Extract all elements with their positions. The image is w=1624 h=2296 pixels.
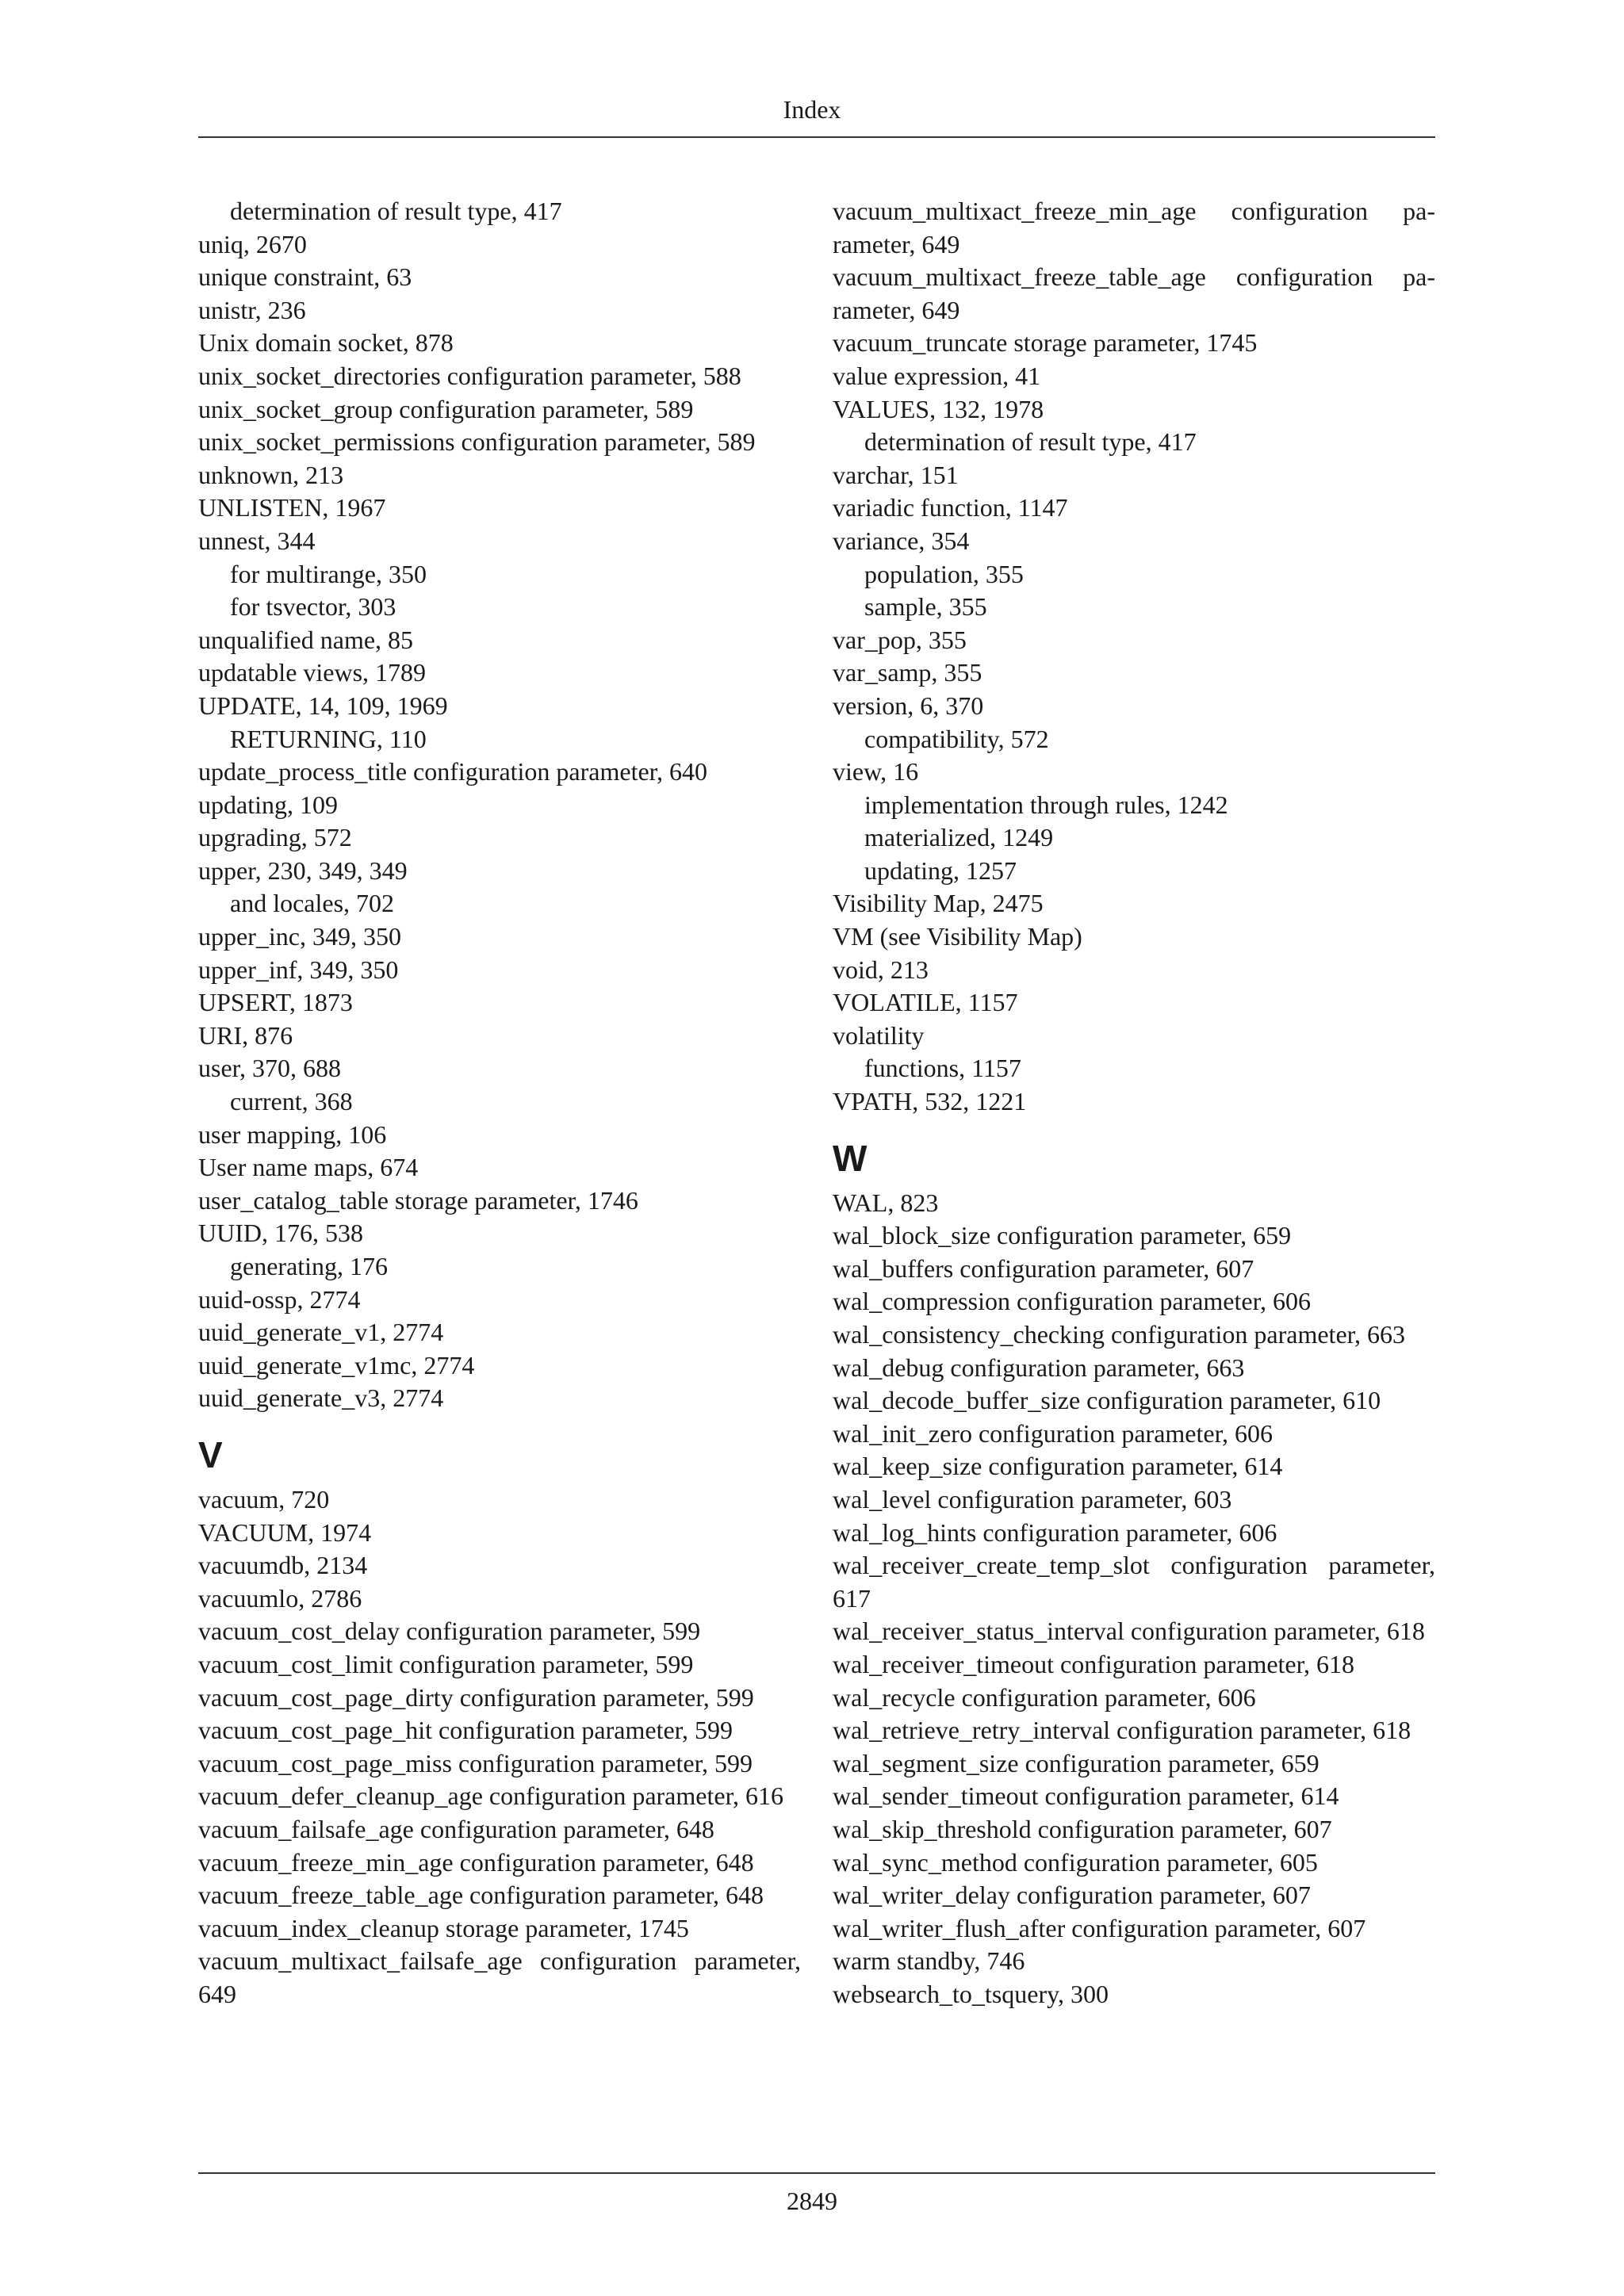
index-entry: vacuum, 720 xyxy=(198,1484,330,1513)
page-number: 2849 xyxy=(787,2187,837,2215)
index-entry: wal_log_hints configuration parameter, 606 xyxy=(833,1517,1277,1547)
index-column-left xyxy=(198,195,801,2011)
index-entry: user mapping, 106 xyxy=(198,1119,387,1149)
index-subentry: and locales, 702 xyxy=(230,889,395,918)
index-subentry: compatibility, 572 xyxy=(864,724,1049,753)
index-entry: wal_block_size configuration parameter, 659 xyxy=(833,1221,1292,1250)
index-entry: vacuum_cost_page_dirty configuration parameter, 599 xyxy=(198,1682,754,1712)
index-entry: unnest, 344 xyxy=(198,526,316,555)
index-entry: vacuum_cost_page_hit configuration parameter, 599 xyxy=(198,1716,733,1745)
index-entry: UPSERT, 1873 xyxy=(198,988,353,1017)
index-entry: UNLISTEN, 1967 xyxy=(198,493,386,522)
index-subentry: current, 368 xyxy=(230,1087,353,1116)
index-entry: vacuumdb, 2134 xyxy=(198,1551,368,1580)
index-entry: upgrading, 572 xyxy=(198,823,352,852)
index-entry: uuid_generate_v1mc, 2774 xyxy=(198,1350,475,1380)
index-entry: VM (see Visibility Map) xyxy=(833,922,1082,951)
index-entry: uuid-ossp, 2774 xyxy=(198,1284,361,1314)
index-entry: wal_retrieve_retry_interval configuration parameter, 618 xyxy=(833,1716,1411,1745)
index-subentry: determination of result type, 417 xyxy=(864,427,1197,457)
index-subentry: implementation through rules, 1242 xyxy=(864,790,1228,819)
index-column-right xyxy=(833,195,1435,2011)
index-entry: wal_sender_timeout configuration parameter, 614 xyxy=(833,1781,1339,1811)
index-entry: UPDATE, 14, 109, 1969 xyxy=(198,691,448,720)
footer-rule xyxy=(198,2172,1435,2174)
index-entry: VALUES, 132, 1978 xyxy=(833,394,1044,423)
index-entry: vacuumlo, 2786 xyxy=(198,1583,362,1613)
index-entry: vacuum_multixact_freeze_table_age configuration parameter, 649 xyxy=(833,262,1435,324)
index-entry: wal_init_zero configuration parameter, 606 xyxy=(833,1418,1273,1448)
index-entry: varchar, 151 xyxy=(833,460,959,489)
index-subentry: for multirange, 350 xyxy=(230,559,427,588)
index-entry: UUID, 176, 538 xyxy=(198,1219,363,1248)
index-entry: wal_recycle configuration parameter, 606 xyxy=(833,1682,1256,1712)
index-entry: vacuum_truncate storage parameter, 1745 xyxy=(833,328,1258,358)
index-entry: wal_writer_delay configuration parameter, 607 xyxy=(833,1881,1311,1910)
index-entry: VPATH, 532, 1221 xyxy=(833,1087,1027,1116)
index-entry: warm standby, 746 xyxy=(833,1946,1025,1976)
index-entry: wal_debug configuration parameter, 663 xyxy=(833,1353,1245,1382)
index-entry: vacuum_failsafe_age configuration parameter, 648 xyxy=(198,1814,714,1843)
index-entry: wal_segment_size configuration parameter, 659 xyxy=(833,1748,1320,1777)
index-entry: void, 213 xyxy=(833,955,929,984)
index-subentry: updating, 1257 xyxy=(864,855,1017,885)
index-entry: unix_socket_directories configuration parameter, 588 xyxy=(198,361,741,390)
index-entry: wal_decode_buffer_size configuration parameter, 610 xyxy=(833,1386,1381,1415)
index-entry: vacuum_cost_delay configuration parameter, 599 xyxy=(198,1617,701,1646)
index-entry: wal_compression configuration parameter, 606 xyxy=(833,1287,1311,1316)
index-entry: vacuum_freeze_table_age configuration parameter, 648 xyxy=(198,1881,764,1910)
index-entry: unix_socket_permissions configuration parameter, 589 xyxy=(198,427,756,457)
index-entry: updatable views, 1789 xyxy=(198,658,427,687)
index-entry: user, 370, 688 xyxy=(198,1054,342,1083)
index-entry: vacuum_multixact_failsafe_age configuration parameter, 649 xyxy=(198,1946,801,2008)
index-entry: wal_writer_flush_after configuration parameter, 607 xyxy=(833,1913,1366,1942)
index-entry: unique constraint, 63 xyxy=(198,262,412,292)
index-entry: Visibility Map, 2475 xyxy=(833,889,1044,918)
index-entry: variance, 354 xyxy=(833,526,970,555)
index-subentry: for tsvector, 303 xyxy=(230,592,396,622)
index-entry: wal_buffers configuration parameter, 607 xyxy=(833,1253,1254,1283)
index-entry: user_catalog_table storage parameter, 1746 xyxy=(198,1185,638,1215)
index-letter-heading: W xyxy=(833,1137,868,1179)
index-entry: version, 6, 370 xyxy=(833,691,984,720)
index-subentry: population, 355 xyxy=(864,559,1024,588)
index-subentry: RETURNING, 110 xyxy=(230,724,427,753)
index-entry: wal_sync_method configuration parameter, 605 xyxy=(833,1847,1318,1877)
index-entry: wal_skip_threshold configuration parameter, 607 xyxy=(833,1814,1332,1843)
index-entry: Unix domain socket, 878 xyxy=(198,328,454,358)
index-entry: variadic function, 1147 xyxy=(833,493,1068,522)
index-entry: wal_receiver_status_interval configuration parameter, 618 xyxy=(833,1617,1425,1646)
index-entry: wal_consistency_checking configuration parameter, 663 xyxy=(833,1320,1406,1349)
index-entry: upper, 230, 349, 349 xyxy=(198,855,408,885)
index-entry: volatility xyxy=(833,1020,925,1050)
index-entry: wal_receiver_create_temp_slot configuration parameter, 617 xyxy=(833,1551,1435,1613)
index-entry: var_pop, 355 xyxy=(833,625,967,654)
index-entry: view, 16 xyxy=(833,757,919,786)
index-entry: unqualified name, 85 xyxy=(198,625,414,654)
index-entry: wal_level configuration parameter, 603 xyxy=(833,1484,1232,1513)
index-entry: update_process_title configuration parameter, 640 xyxy=(198,757,708,786)
index-entry: WAL, 823 xyxy=(833,1188,939,1217)
index-entry: unix_socket_group configuration parameter, 589 xyxy=(198,394,694,423)
index-entry: vacuum_cost_page_miss configuration parameter, 599 xyxy=(198,1748,753,1777)
index-entry: wal_receiver_timeout configuration parameter, 618 xyxy=(833,1649,1354,1678)
index-entry: updating, 109 xyxy=(198,790,338,819)
index-subentry: generating, 176 xyxy=(230,1252,389,1280)
index-subentry: determination of result type, 417 xyxy=(230,197,562,225)
header-rule xyxy=(198,136,1435,138)
index-entry: User name maps, 674 xyxy=(198,1153,419,1182)
index-letter-heading: V xyxy=(198,1433,223,1475)
index-entry: vacuum_cost_limit configuration parameter, 599 xyxy=(198,1649,694,1678)
index-entry: websearch_to_tsquery, 300 xyxy=(833,1979,1109,2008)
index-subentry: functions, 1157 xyxy=(864,1054,1021,1083)
index-entry: uuid_generate_v1, 2774 xyxy=(198,1318,444,1347)
index-entry: unknown, 213 xyxy=(198,460,344,489)
index-entry: vacuum_index_cleanup storage parameter, 1745 xyxy=(198,1913,689,1942)
index-entry: vacuum_multixact_freeze_min_age configuration parameter, 649 xyxy=(833,197,1435,258)
index-entry: wal_keep_size configuration parameter, 614 xyxy=(833,1452,1283,1481)
index-subentry: sample, 355 xyxy=(864,592,987,622)
page-header-title: Index xyxy=(783,95,841,124)
index-entry: vacuum_defer_cleanup_age configuration parameter, 616 xyxy=(198,1781,783,1811)
index-entry: VOLATILE, 1157 xyxy=(833,988,1018,1017)
index-subentry: materialized, 1249 xyxy=(864,823,1054,852)
index-entry: unistr, 236 xyxy=(198,295,306,324)
index-entry: uuid_generate_v3, 2774 xyxy=(198,1383,444,1413)
index-entry: vacuum_freeze_min_age configuration parameter, 648 xyxy=(198,1847,754,1877)
index-entry: value expression, 41 xyxy=(833,361,1041,390)
index-entry: URI, 876 xyxy=(198,1020,293,1050)
index-entry: upper_inf, 349, 350 xyxy=(198,955,399,984)
index-entry: upper_inc, 349, 350 xyxy=(198,922,401,951)
index-entry: uniq, 2670 xyxy=(198,229,307,258)
index-entry: VACUUM, 1974 xyxy=(198,1517,372,1547)
index-entry: var_samp, 355 xyxy=(833,658,982,687)
